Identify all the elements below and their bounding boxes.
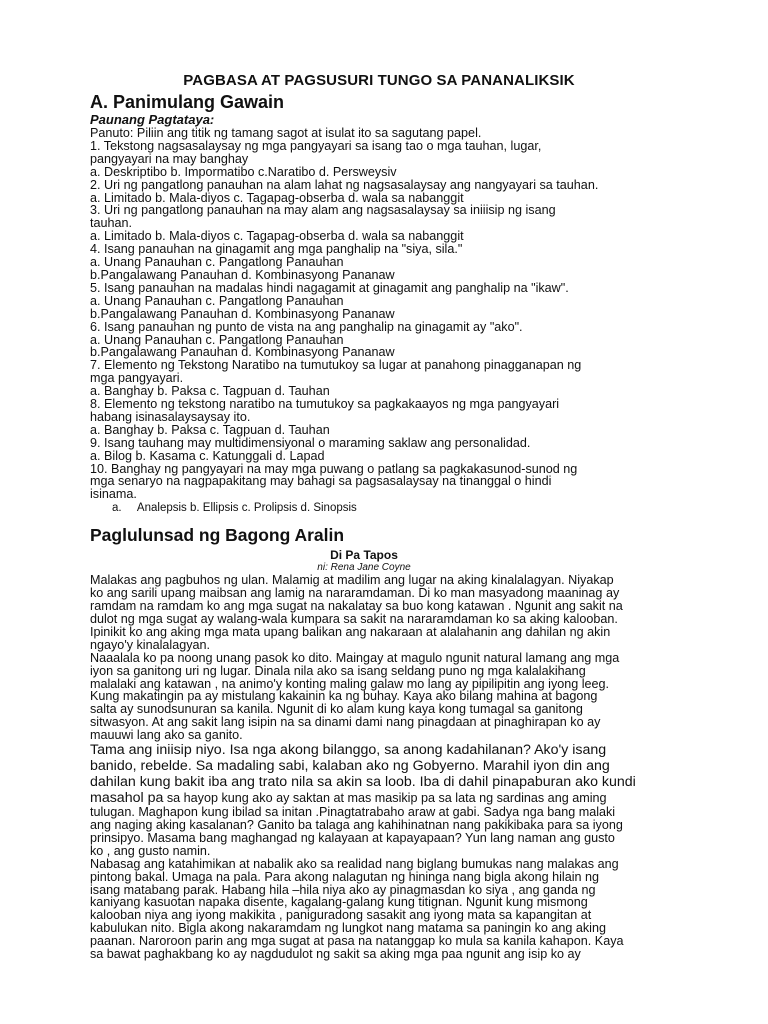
quiz-line: a. Bilog b. Kasama c. Katunggali d. Lapad: [90, 448, 325, 463]
quiz-line: 8. Elemento ng tekstong naratibo na tumutukoy sa pagkakaayos ng mga pangyayari: [90, 397, 560, 412]
story-line: kaniyang kasuotan napaka disente, kagalang-galang kung titignan. Ngunit kung mismong: [90, 895, 588, 910]
quiz-line: 6. Isang panauhan ng punto de vista na ang panghalip na ginagamit ay "ako".: [90, 319, 523, 334]
story-line: sa bawat paghakbang ko ay nagdudulot ng sakit sa aking mga paa ngunit ang isip ko ay: [90, 947, 581, 962]
story-line-mixed: [90, 790, 638, 806]
story-line: ko , ang gusto namin.: [90, 843, 211, 858]
quiz-line: 7. Elemento ng Tekstong Naratibo na tumutukoy sa lugar at panahong pinagganapan ng: [90, 358, 582, 373]
quiz-line: a. Deskriptibo b. Impormatibo c.Naratibo d. Persweysiv: [90, 164, 397, 179]
story-line: ramdam na ramdam ko ang mga sugat na nakalatay sa buo kong katawan . Ngunit ang sakit na: [90, 599, 623, 614]
story-line: Malakas ang pagbuhos ng ulan. Malamig at madilim ang lugar na aking kinalalagyan. Niyakap: [90, 573, 614, 588]
story-title: Di Pa Tapos: [330, 548, 398, 563]
quiz-line: b.Pangalawang Panauhan d. Kombinasyong Pananaw: [90, 267, 395, 282]
quiz-line: 9. Isang tauhang may multidimensiyonal o maraming saklaw ang personalidad.: [90, 435, 531, 450]
quiz-line: mga pangyayari.: [90, 371, 184, 386]
story-mixed-large-part: masahol pa: [90, 790, 164, 807]
story-line: Kung makatingin pa ay mistulang kakainin ka ng buhay. Kaya ako bilang mahina at bagong: [90, 689, 598, 704]
quiz-line: a. Unang Panauhan c. Pangatlong Panauhan: [90, 255, 344, 270]
quiz-line: isinama.: [90, 487, 137, 502]
story-line-large: dahilan kung bakit iba ang trato nila sa akin sa loob. Iba di dahil pinapaburan ako kundi: [90, 774, 636, 791]
quiz-line: 5. Isang panauhan na madalas hindi nagagamit at ginagamit ang panghalip na "ikaw".: [90, 280, 569, 295]
quiz-line: mga senaryo na nagpapakitang may bahagi sa pagsasalaysay na tinanggal o hindi: [90, 474, 552, 489]
story-author: ni: Rena Jane Coyne: [317, 562, 411, 574]
q10-choices: a. Analepsis b. Ellipsis c. Prolipsis d. Sinopsis: [112, 502, 357, 515]
document-title: PAGBASA AT PAGSUSURI TUNGO SA PANANALIKSIK: [183, 72, 575, 89]
quiz-line: a. Unang Panauhan c. Pangatlong Panauhan: [90, 293, 344, 308]
quiz-line: a. Limitado b. Mala-diyos c. Tagapag-obserba d. wala sa nabanggit: [90, 229, 464, 244]
story-line: malalaki ang katawan , na animo'y konting maling galaw mo lang ay pipilipitin ang iyong leeg.: [90, 676, 610, 691]
story-line: ang naging aking kasalanan? Ganito ba talaga ang kahihinatnan nang pakikibaka para sa iyong: [90, 817, 623, 832]
story-line: kalooban niya ang iyong makikita , paniguradong sasakit ang iyong mata sa kapangitan at: [90, 908, 592, 923]
story-line: pintong bakal. Umaga na pala. Para akong nalagutan ng hininga nang bigla akong hilain ng: [90, 869, 600, 884]
quiz-line: a. Limitado b. Mala-diyos c. Tagapag-obserba d. wala sa nabanggit: [90, 190, 464, 205]
section-b-heading: Paglulunsad ng Bagong Aralin: [90, 525, 345, 546]
quiz-line: b.Pangalawang Panauhan d. Kombinasyong Pananaw: [90, 345, 395, 360]
quiz-line: 10. Banghay ng pangyayari na may mga puwang o patlang sa pagkakasunod-sunod ng: [90, 461, 578, 476]
story-line: isang matabang parak. Habang hila –hila niya ako ay pinagmasdan ko siya , ang ganda ng: [90, 882, 596, 897]
story-line: mauuwi lang ako sa ganito.: [90, 728, 243, 743]
quiz-line: Panuto: Piliin ang titik ng tamang sagot at isulat ito sa sagutang papel.: [90, 126, 482, 140]
pretest-subheading: Paunang Pagtataya:: [90, 112, 215, 127]
quiz-line: 1. Tekstong nagsasalaysay ng mga pangyayari sa isang tao o mga tauhan, lugar,: [90, 138, 542, 153]
quiz-line: b.Pangalawang Panauhan d. Kombinasyong Pananaw: [90, 306, 395, 321]
story-line: tulugan. Maghapon kung ibilad sa initan .Pinagtatrabaho araw at gabi. Sadya nga bang malaki: [90, 805, 616, 820]
story-line: Naaalala ko pa noong unang pasok ko dito. Maingay at magulo ngunit natural lamang ang mga: [90, 650, 620, 665]
quiz-line: 3. Uri ng pangatlong panauhan na may alam ang nagsasalaysay sa iniiisip ng isang: [90, 203, 556, 218]
story-line-large: banido, rebelde. Sa madaling sabi, kalaban ako ng Gobyerno. Marahil iyon din ang: [90, 758, 610, 775]
story-line: prinsipyo. Masama bang maghangad ng kalayaan at kapayapaan? Yun lang naman ang gusto: [90, 830, 615, 845]
story-mixed-rest: sa hayop kung ako ay saktan at mas masikip pa sa lata ng sardinas ang aming: [163, 791, 607, 806]
story-line: kabulukan nito. Bigla akong nakaramdam ng lungkot nang matama sa paningin ko ang aking: [90, 921, 606, 936]
quiz-line: a. Banghay b. Paksa c. Tagpuan d. Tauhan: [90, 384, 330, 399]
story-line-large: Tama ang iniisip niyo. Isa nga akong bilanggo, sa anong kadahilanan? Ako'y isang: [90, 742, 607, 759]
quiz-line: a. Unang Panauhan c. Pangatlong Panauhan: [90, 332, 344, 347]
quiz-block: [90, 127, 638, 515]
story-line: Ipinikit ko ang aking mga mata upang balikan ang nakaraan at alalahanin ang dahilan ng akin: [90, 624, 611, 639]
story-line: dulot ng mga sugat ay walang-wala kumpara sa sakit na nararamdaman ko sa aking kalooban.: [90, 612, 618, 626]
section-a-heading: A. Panimulang Gawain: [90, 92, 285, 112]
quiz-line: tauhan.: [90, 216, 133, 231]
quiz-line: a. Banghay b. Paksa c. Tagpuan d. Tauhan: [90, 422, 330, 437]
story-line: ko ang sarili upang maibsan ang lamig na nararamdaman. Di ko man masyadong maaninag ay: [90, 586, 620, 601]
quiz-line: 4. Isang panauhan na ginagamit ang mga panghalip na "siya, sila.": [90, 242, 463, 257]
story-line: salta ay sunodsunuran sa kanila. Ngunit di ko alam kung kaya kong tumagal sa ganitong: [90, 702, 583, 717]
quiz-line: 2. Uri ng pangatlong panauhan na alam lahat ng nagsasalaysay ang nangyayari sa tauhan.: [90, 177, 599, 192]
story-body: [90, 574, 638, 961]
story-line: Nabasag ang katahimikan at nabalik ako sa realidad nang biglang bumukas nang malakas ang: [90, 856, 619, 871]
story-line: sitwasyon. At ang sakit lang isipin na sa dinami dami nang pinagdaan at pinaghirapan ko ay: [90, 715, 601, 730]
quiz-line: habang isinasalaysaysay ito.: [90, 409, 251, 424]
story-line: iyon sa ganitong uri ng lugar. Dinala nila ako sa isang seldang puno ng mga kalalakihang: [90, 663, 586, 678]
story-line: ngayo'y kinalalagyan.: [90, 637, 211, 652]
story-line: paanan. Naroroon parin ang mga sugat at pasa na natanggap ko mula sa kanila kahapon. Kaya: [90, 934, 624, 949]
quiz-line: pangyayari na may banghay: [90, 151, 249, 166]
